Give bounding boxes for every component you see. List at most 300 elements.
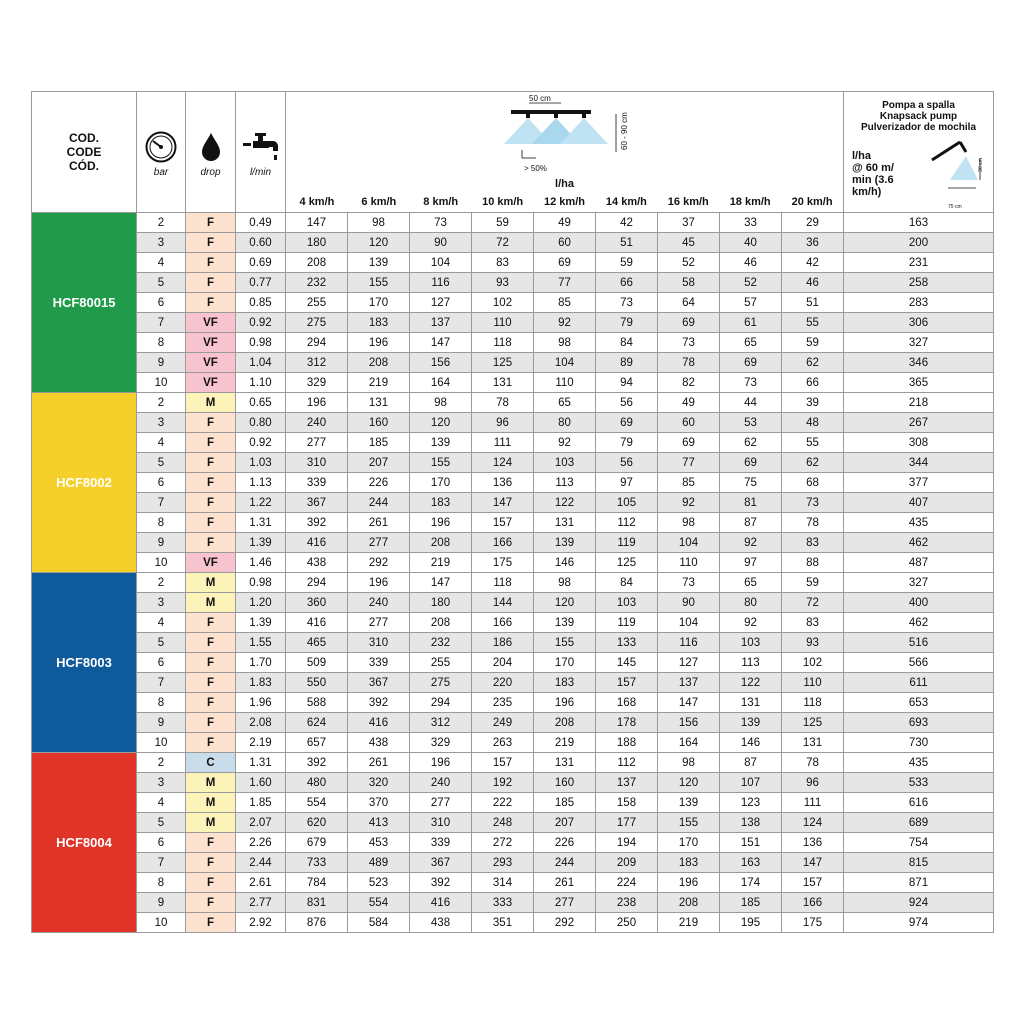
application-rate-cell: 45 [658, 233, 720, 253]
flow-rate-cell: 0.92 [236, 313, 286, 333]
pressure-cell: 4 [137, 613, 186, 633]
table-row [32, 553, 994, 573]
application-rate-cell: 207 [348, 453, 410, 473]
pressure-cell: 9 [137, 893, 186, 913]
application-rate-cell: 49 [534, 213, 596, 233]
application-rate-cell: 876 [286, 913, 348, 933]
pressure-cell: 3 [137, 593, 186, 613]
table-row [32, 893, 994, 913]
drop-size-cell: F [186, 293, 236, 313]
application-rate-cell: 104 [658, 613, 720, 633]
knapsack-rate-cell: 327 [844, 573, 994, 593]
application-rate-cell: 226 [534, 833, 596, 853]
pressure-cell: 9 [137, 713, 186, 733]
application-rate-cell: 185 [348, 433, 410, 453]
application-rate-cell: 155 [658, 813, 720, 833]
application-rate-cell: 137 [410, 313, 472, 333]
application-rate-cell: 249 [472, 713, 534, 733]
application-rate-cell: 166 [472, 613, 534, 633]
drop-size-cell: F [186, 493, 236, 513]
application-rate-cell: 37 [658, 213, 720, 233]
flow-rate-cell: 0.49 [236, 213, 286, 233]
flow-rate-cell: 1.10 [236, 373, 286, 393]
table-row [32, 593, 994, 613]
knapsack-rate-cell: 258 [844, 273, 994, 293]
pressure-header [137, 92, 186, 213]
pressure-cell: 10 [137, 733, 186, 753]
application-rate-cell: 40 [720, 233, 782, 253]
application-rate-cell: 113 [720, 653, 782, 673]
knapsack-width-label: 75 cm [948, 204, 962, 210]
application-rate-cell: 178 [596, 713, 658, 733]
pressure-cell: 6 [137, 653, 186, 673]
application-rate-cell: 139 [410, 433, 472, 453]
knapsack-rate-cell: 815 [844, 853, 994, 873]
application-rate-cell: 68 [782, 473, 844, 493]
drop-size-cell: F [186, 513, 236, 533]
application-rate-cell: 261 [348, 513, 410, 533]
application-rate-cell: 170 [410, 473, 472, 493]
application-rate-cell: 66 [782, 373, 844, 393]
drop-size-cell: F [186, 653, 236, 673]
table-row [32, 313, 994, 333]
application-rate-cell: 73 [410, 213, 472, 233]
application-rate-cell: 310 [410, 813, 472, 833]
application-rate-cell: 78 [658, 353, 720, 373]
application-rate-cell: 170 [658, 833, 720, 853]
application-rate-cell: 131 [720, 693, 782, 713]
application-rate-cell: 147 [410, 333, 472, 353]
application-rate-cell: 139 [348, 253, 410, 273]
application-rate-cell: 102 [782, 653, 844, 673]
application-rate-cell: 77 [658, 453, 720, 473]
application-rate-cell: 170 [534, 653, 596, 673]
flow-rate-cell: 0.92 [236, 433, 286, 453]
application-rate-cell: 131 [534, 513, 596, 533]
application-rate-cell: 89 [596, 353, 658, 373]
application-rate-cell: 96 [472, 413, 534, 433]
application-rate-cell: 87 [720, 753, 782, 773]
table-row [32, 813, 994, 833]
pressure-cell: 3 [137, 413, 186, 433]
table-row [32, 253, 994, 273]
application-rate-cell: 136 [782, 833, 844, 853]
application-rate-cell: 52 [720, 273, 782, 293]
application-rate-cell: 62 [720, 433, 782, 453]
flow-rate-cell: 2.44 [236, 853, 286, 873]
application-rate-cell: 110 [782, 673, 844, 693]
drop-size-cell: VF [186, 553, 236, 573]
flow-rate-cell: 1.04 [236, 353, 286, 373]
application-rate-cell: 275 [286, 313, 348, 333]
flow-rate-cell: 0.80 [236, 413, 286, 433]
application-rate-cell: 196 [348, 573, 410, 593]
table-row [32, 693, 994, 713]
application-rate-cell: 56 [596, 393, 658, 413]
knapsack-rate-cell: 407 [844, 493, 994, 513]
application-rate-cell: 124 [472, 453, 534, 473]
application-rate-cell: 62 [782, 453, 844, 473]
application-rate-cell: 294 [410, 693, 472, 713]
knapsack-rate-cell: 346 [844, 353, 994, 373]
application-rate-cell: 151 [720, 833, 782, 853]
table-row [32, 773, 994, 793]
application-rate-cell: 73 [782, 493, 844, 513]
application-rate-cell: 44 [720, 393, 782, 413]
knapsack-rate-line2: @ 60 m/ [852, 162, 894, 174]
application-rate-cell: 620 [286, 813, 348, 833]
application-rate-cell: 84 [596, 573, 658, 593]
application-rate-cell: 164 [410, 373, 472, 393]
application-rate-cell: 118 [472, 573, 534, 593]
flow-rate-cell: 0.65 [236, 393, 286, 413]
droplet-icon [186, 132, 235, 162]
drop-size-cell: M [186, 593, 236, 613]
speed-12-header: 12 km/h [544, 196, 585, 208]
application-rate-cell: 120 [534, 593, 596, 613]
application-rate-cell: 61 [720, 313, 782, 333]
application-rate-cell: 183 [534, 673, 596, 693]
application-rate-cell: 119 [596, 533, 658, 553]
application-rate-cell: 272 [472, 833, 534, 853]
application-rate-cell: 65 [534, 393, 596, 413]
application-rate-cell: 238 [596, 893, 658, 913]
table-row [32, 373, 994, 393]
application-rate-cell: 155 [534, 633, 596, 653]
flow-rate-cell: 1.96 [236, 693, 286, 713]
table-body [32, 213, 994, 933]
pressure-cell: 6 [137, 293, 186, 313]
table-row [32, 673, 994, 693]
application-rate-cell: 164 [658, 733, 720, 753]
application-rate-cell: 219 [534, 733, 596, 753]
drop-size-cell: M [186, 813, 236, 833]
pressure-cell: 5 [137, 273, 186, 293]
flow-rate-cell: 1.60 [236, 773, 286, 793]
application-rate-cell: 183 [348, 313, 410, 333]
table-row [32, 353, 994, 373]
table-row [32, 753, 994, 773]
application-rate-cell: 88 [782, 553, 844, 573]
application-rate-cell: 78 [782, 513, 844, 533]
application-rate-cell: 59 [596, 253, 658, 273]
application-rate-cell: 310 [286, 453, 348, 473]
speed-20-header: 20 km/h [791, 196, 833, 208]
knapsack-rate-cell: 231 [844, 253, 994, 273]
application-rate-cell: 219 [410, 553, 472, 573]
pressure-cell: 9 [137, 353, 186, 373]
application-rate-cell: 185 [720, 893, 782, 913]
application-rate-cell: 277 [410, 793, 472, 813]
application-rate-cell: 104 [658, 533, 720, 553]
drop-size-cell: F [186, 533, 236, 553]
application-rate-cell: 157 [782, 873, 844, 893]
application-rate-cell: 250 [596, 913, 658, 933]
knapsack-rate-cell: 200 [844, 233, 994, 253]
knapsack-title-es: Pulverizador de mochila [860, 122, 977, 133]
knapsack-rate-cell: 974 [844, 913, 994, 933]
flow-rate-cell: 0.77 [236, 273, 286, 293]
application-rate-cell: 509 [286, 653, 348, 673]
application-rate-cell: 657 [286, 733, 348, 753]
table-row [32, 613, 994, 633]
application-rate-cell: 185 [534, 793, 596, 813]
drop-size-cell: M [186, 773, 236, 793]
application-rate-cell: 222 [472, 793, 534, 813]
application-rate-cell: 93 [782, 633, 844, 653]
application-rate-cell: 360 [286, 593, 348, 613]
nozzle-code-cell: HCF8002 [32, 393, 137, 573]
application-rate-cell: 111 [782, 793, 844, 813]
knapsack-rate-line3: min (3.6 [852, 174, 894, 186]
application-rate-cell: 72 [782, 593, 844, 613]
knapsack-rate-cell: 365 [844, 373, 994, 393]
flow-rate-cell: 2.77 [236, 893, 286, 913]
application-rate-cell: 438 [286, 553, 348, 573]
table-row [32, 333, 994, 353]
application-rate-cell: 155 [348, 273, 410, 293]
knapsack-rate-cell: 653 [844, 693, 994, 713]
knapsack-rate-cell: 693 [844, 713, 994, 733]
flow-rate-cell: 1.39 [236, 613, 286, 633]
speed-group-header [286, 92, 844, 213]
application-rate-cell: 98 [410, 393, 472, 413]
application-rate-cell: 94 [596, 373, 658, 393]
drop-size-cell: C [186, 753, 236, 773]
application-rate-cell: 46 [782, 273, 844, 293]
knapsack-rate-cell: 308 [844, 433, 994, 453]
application-rate-cell: 160 [534, 773, 596, 793]
application-rate-cell: 112 [596, 753, 658, 773]
knapsack-rate-cell: 267 [844, 413, 994, 433]
application-rate-cell: 204 [472, 653, 534, 673]
application-rate-cell: 98 [534, 573, 596, 593]
application-rate-cell: 92 [658, 493, 720, 513]
application-rate-cell: 42 [596, 213, 658, 233]
application-rate-cell: 69 [720, 453, 782, 473]
application-rate-cell: 329 [286, 373, 348, 393]
application-rate-cell: 314 [472, 873, 534, 893]
knapsack-rate-cell: 344 [844, 453, 994, 473]
application-rate-cell: 277 [348, 613, 410, 633]
application-rate-cell: 103 [720, 633, 782, 653]
application-rate-cell: 36 [782, 233, 844, 253]
knapsack-rate-cell: 616 [844, 793, 994, 813]
application-rate-cell: 105 [596, 493, 658, 513]
code-header-en: CODE [66, 145, 102, 159]
pressure-cell: 5 [137, 633, 186, 653]
table-row [32, 913, 994, 933]
pressure-cell: 8 [137, 873, 186, 893]
application-rate-cell: 90 [658, 593, 720, 613]
table-row [32, 433, 994, 453]
application-rate-cell: 416 [348, 713, 410, 733]
application-rate-cell: 133 [596, 633, 658, 653]
pressure-cell: 10 [137, 913, 186, 933]
pressure-cell: 3 [137, 773, 186, 793]
speed-16-header: 16 km/h [667, 196, 709, 208]
application-rate-cell: 120 [410, 413, 472, 433]
pressure-cell: 10 [137, 553, 186, 573]
application-rate-cell: 97 [720, 553, 782, 573]
application-rate-cell: 624 [286, 713, 348, 733]
application-rate-cell: 120 [348, 233, 410, 253]
pressure-cell: 2 [137, 573, 186, 593]
flow-rate-cell: 1.55 [236, 633, 286, 653]
application-rate-cell: 127 [410, 293, 472, 313]
flow-rate-cell: 0.98 [236, 333, 286, 353]
application-rate-cell: 209 [596, 853, 658, 873]
application-rate-cell: 333 [472, 893, 534, 913]
application-rate-cell: 312 [286, 353, 348, 373]
application-rate-cell: 144 [472, 593, 534, 613]
pressure-cell: 4 [137, 793, 186, 813]
application-rate-cell: 367 [286, 493, 348, 513]
application-rate-cell: 60 [534, 233, 596, 253]
flow-rate-cell: 0.60 [236, 233, 286, 253]
application-rate-cell: 196 [286, 393, 348, 413]
knapsack-title-en: Knapsack pump [879, 111, 958, 122]
application-rate-cell: 195 [720, 913, 782, 933]
drop-size-cell: VF [186, 373, 236, 393]
knapsack-header [844, 92, 994, 213]
application-rate-cell: 146 [720, 733, 782, 753]
pressure-cell: 9 [137, 533, 186, 553]
header-row [32, 92, 994, 213]
application-rate-cell: 123 [720, 793, 782, 813]
speed-8-header: 8 km/h [423, 196, 459, 208]
application-rate-cell: 160 [348, 413, 410, 433]
application-rate-cell: 104 [410, 253, 472, 273]
application-rate-cell: 175 [472, 553, 534, 573]
application-rate-cell: 392 [286, 513, 348, 533]
application-rate-cell: 438 [348, 733, 410, 753]
application-rate-cell: 208 [410, 613, 472, 633]
application-rate-cell: 196 [410, 513, 472, 533]
application-rate-cell: 69 [658, 313, 720, 333]
table-row [32, 533, 994, 553]
application-rate-cell: 78 [472, 393, 534, 413]
application-rate-cell: 65 [720, 333, 782, 353]
application-rate-cell: 42 [782, 253, 844, 273]
application-rate-cell: 59 [782, 573, 844, 593]
lha-label: l/ha [555, 178, 574, 190]
application-rate-cell: 125 [782, 713, 844, 733]
pressure-cell: 8 [137, 513, 186, 533]
application-rate-cell: 329 [410, 733, 472, 753]
application-rate-cell: 79 [596, 433, 658, 453]
application-rate-cell: 80 [720, 593, 782, 613]
application-rate-cell: 51 [596, 233, 658, 253]
application-rate-cell: 584 [348, 913, 410, 933]
application-rate-cell: 75 [720, 473, 782, 493]
pressure-cell: 7 [137, 493, 186, 513]
application-rate-cell: 194 [596, 833, 658, 853]
application-rate-cell: 831 [286, 893, 348, 913]
application-rate-cell: 248 [472, 813, 534, 833]
application-rate-cell: 39 [782, 393, 844, 413]
application-rate-cell: 69 [596, 413, 658, 433]
flow-rate-cell: 1.70 [236, 653, 286, 673]
application-rate-cell: 177 [596, 813, 658, 833]
knapsack-rate-cell: 871 [844, 873, 994, 893]
application-rate-cell: 107 [720, 773, 782, 793]
application-rate-cell: 156 [410, 353, 472, 373]
flow-rate-cell: 0.69 [236, 253, 286, 273]
knapsack-rate-cell: 611 [844, 673, 994, 693]
code-header-it: COD. [69, 131, 99, 145]
drop-size-cell: M [186, 573, 236, 593]
application-rate-cell: 104 [534, 353, 596, 373]
drop-size-cell: F [186, 273, 236, 293]
code-header [32, 92, 137, 213]
application-rate-cell: 131 [348, 393, 410, 413]
table-row [32, 473, 994, 493]
application-rate-cell: 413 [348, 813, 410, 833]
application-rate-cell: 110 [472, 313, 534, 333]
application-rate-cell: 120 [658, 773, 720, 793]
knapsack-rate-cell: 924 [844, 893, 994, 913]
application-rate-cell: 208 [348, 353, 410, 373]
application-rate-cell: 110 [658, 553, 720, 573]
application-rate-cell: 550 [286, 673, 348, 693]
pressure-cell: 4 [137, 253, 186, 273]
application-rate-cell: 180 [286, 233, 348, 253]
application-rate-cell: 175 [782, 913, 844, 933]
application-rate-cell: 138 [720, 813, 782, 833]
application-rate-cell: 416 [410, 893, 472, 913]
application-rate-cell: 125 [472, 353, 534, 373]
flow-rate-cell: 2.61 [236, 873, 286, 893]
table-row [32, 513, 994, 533]
pressure-cell: 2 [137, 393, 186, 413]
pressure-cell: 2 [137, 213, 186, 233]
application-rate-cell: 147 [472, 493, 534, 513]
application-rate-cell: 80 [534, 413, 596, 433]
faucet-icon [236, 132, 285, 162]
application-rate-cell: 235 [472, 693, 534, 713]
knapsack-rate-cell: 218 [844, 393, 994, 413]
drop-size-cell: M [186, 393, 236, 413]
drop-size-cell: F [186, 633, 236, 653]
application-rate-cell: 339 [410, 833, 472, 853]
application-rate-cell: 93 [472, 273, 534, 293]
pressure-cell: 7 [137, 853, 186, 873]
diagram-overlap-label: > 50% [524, 164, 547, 173]
lmin-unit-label: l/min [249, 167, 272, 178]
application-rate-cell: 261 [534, 873, 596, 893]
application-rate-cell: 163 [720, 853, 782, 873]
flow-rate-cell: 2.19 [236, 733, 286, 753]
application-rate-cell: 208 [534, 713, 596, 733]
application-rate-cell: 192 [472, 773, 534, 793]
drop-size-cell: F [186, 253, 236, 273]
knapsack-rate-line4: km/h) [852, 186, 882, 198]
application-rate-cell: 679 [286, 833, 348, 853]
application-rate-cell: 49 [658, 393, 720, 413]
application-rate-cell: 294 [286, 333, 348, 353]
diagram-height-label: 60 - 90 cm [620, 112, 629, 150]
application-rate-cell: 92 [720, 533, 782, 553]
application-rate-cell: 392 [410, 873, 472, 893]
application-rate-cell: 65 [720, 573, 782, 593]
application-rate-cell: 339 [348, 653, 410, 673]
application-rate-cell: 244 [348, 493, 410, 513]
application-rate-cell: 84 [596, 333, 658, 353]
flow-rate-cell: 1.46 [236, 553, 286, 573]
drop-size-cell: F [186, 413, 236, 433]
nozzle-flow-table [31, 91, 994, 933]
